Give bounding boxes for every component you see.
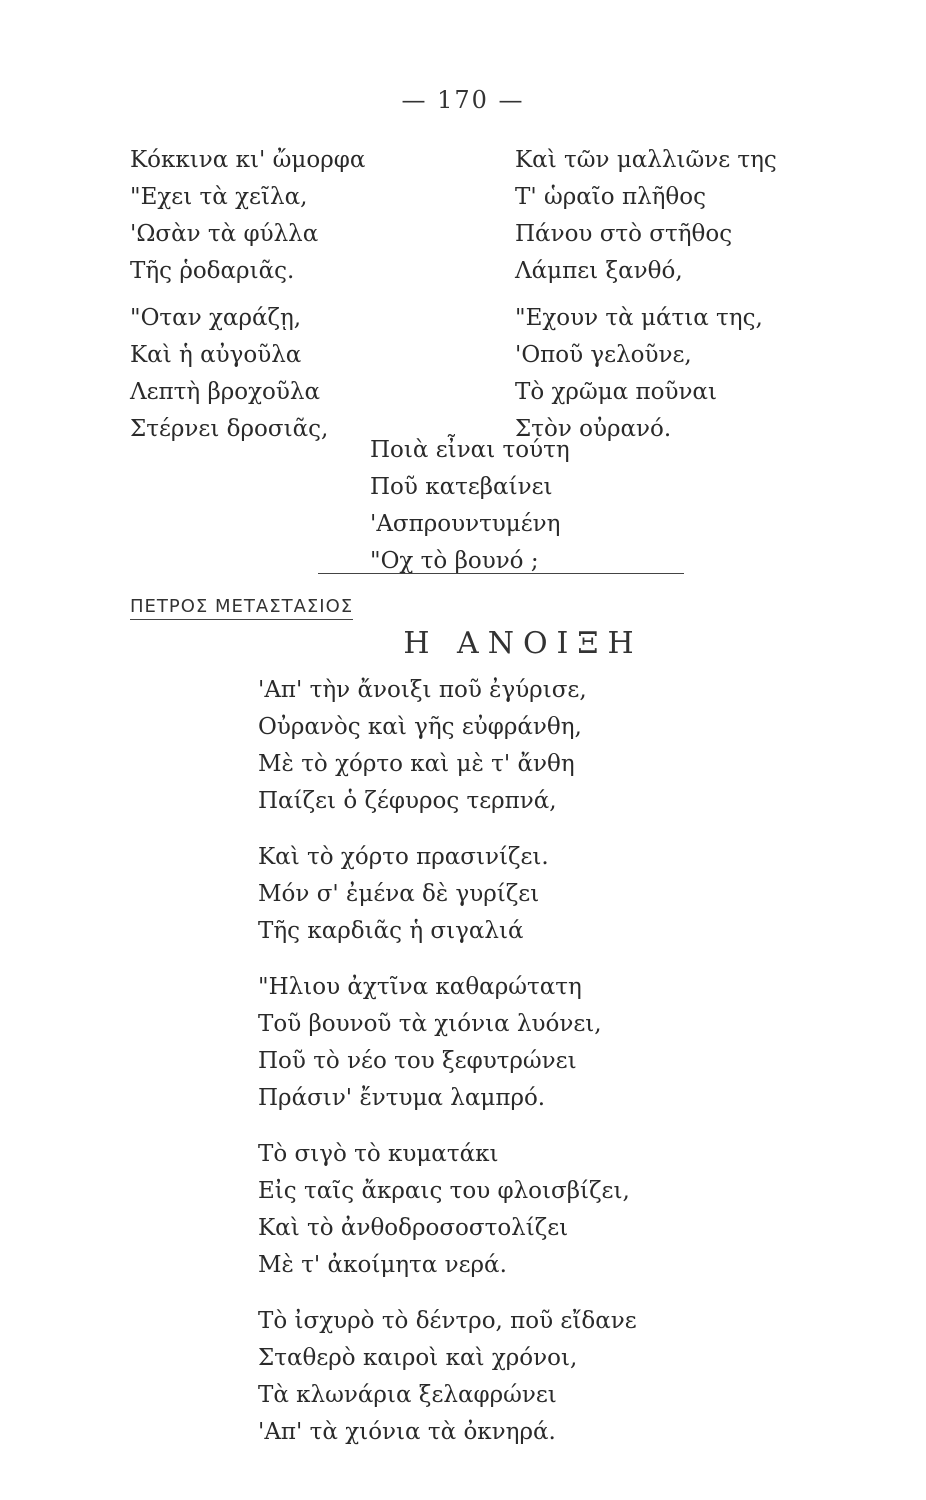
poem-stanza <box>258 672 637 820</box>
verse-line: Καὶ τῶν μαλλιῶνε της <box>515 147 777 173</box>
verse-line: Τῆς ῥοδαριᾶς. <box>130 258 295 284</box>
verse-line: "Εχουν τὰ μάτια της, <box>515 305 763 331</box>
top-poem-right-column <box>515 142 777 448</box>
verse-line: Στέρνει δροσιᾶς, <box>130 416 329 442</box>
verse-line: Μὲ τ' ἀκοίμητα νερά. <box>258 1252 507 1278</box>
verse-line: Πάνου στὸ στῆθος <box>515 221 733 247</box>
verse-line: "Οταν χαράζῃ, <box>130 305 302 331</box>
verse-line: 'Ωσὰν τὰ φύλλα <box>130 221 319 247</box>
verse-line: 'Απ' τὴν ἄνοιξι ποῦ ἐγύρισε, <box>258 677 587 703</box>
verse-line: Μόν σ' ἐμένα δὲ γυρίζει <box>258 881 540 907</box>
poem-stanza <box>258 969 637 1117</box>
stanza-gap <box>515 290 777 300</box>
section-divider-rule <box>318 573 684 574</box>
verse-line: Ποιὰ εἶναι τούτη <box>370 437 570 463</box>
verse-line: Καὶ ἡ αὐγοῦλα <box>130 342 302 368</box>
verse-line: Καὶ τὸ χόρτο πρασινίζει. <box>258 844 549 870</box>
poem-stanza <box>258 1136 637 1284</box>
verse-line: Λεπτὴ βροχοῦλα <box>130 379 320 405</box>
poem-stanza <box>258 1303 637 1451</box>
verse-line: Ποῦ τὸ νέο του ξεφυτρώνει <box>258 1048 577 1074</box>
verse-line: Τ' ὡραῖο πλῆθος <box>515 184 707 210</box>
verse-line: 'Απ' τὰ χιόνια τὰ ὀκνηρά. <box>258 1419 556 1445</box>
verse-line: Τὸ χρῶμα ποῦναι <box>515 379 717 405</box>
poem-stanza <box>258 839 637 950</box>
author-heading: ΠΕΤΡΟΣ ΜΕΤΑΣΤΑΣΙΟΣ <box>130 596 353 620</box>
poem-title: Η ΑΝΟΙΞΗ <box>403 626 643 661</box>
verse-line: Στὸν οὐρανό. <box>515 416 672 442</box>
verse-line: Τὸ σιγὸ τὸ κυματάκι <box>258 1141 499 1167</box>
verse-line: Μὲ τὸ χόρτο καὶ μὲ τ' ἄνθη <box>258 751 575 777</box>
verse-line: "Ηλιου ἀχτῖνα καθαρώτατη <box>258 974 582 1000</box>
verse-line: Πράσιν' ἔντυμα λαμπρό. <box>258 1085 546 1111</box>
page-number: — 170 — <box>401 86 525 114</box>
verse-line: Εἰς ταῖς ἄκραις του φλοισβίζει, <box>258 1178 630 1204</box>
verse-line: "Εχει τὰ χεῖλα, <box>130 184 308 210</box>
verse-line: Τῆς καρδιᾶς ἡ σιγαλιά <box>258 918 524 944</box>
verse-line: Σταθερὸ καιροὶ καὶ χρόνοι, <box>258 1345 578 1371</box>
verse-line: Τὸ ἰσχυρὸ τὸ δέντρο, ποῦ εἴδανε <box>258 1308 637 1334</box>
stanza-gap <box>130 290 365 300</box>
verse-line: Ποῦ κατεβαίνει <box>370 474 553 500</box>
top-poem-closing-stanza <box>370 432 570 580</box>
verse-line: "Οχ τὸ βουνό ; <box>370 548 539 574</box>
verse-line: 'Ασπρουντυμένη <box>370 511 561 537</box>
verse-line: Τοῦ βουνοῦ τὰ χιόνια λυόνει, <box>258 1011 602 1037</box>
verse-line: Κόκκινα κι' ὤμορφα <box>130 147 366 173</box>
verse-line: Καὶ τὸ ἀνθοδροσοστολίζει <box>258 1215 569 1241</box>
verse-line: Παίζει ὁ ζέφυρος τερπνά, <box>258 788 557 814</box>
poem-body <box>258 672 637 1470</box>
verse-line: Τὰ κλωνάρια ξελαφρώνει <box>258 1382 557 1408</box>
verse-line: 'Οποῦ γελοῦνε, <box>515 342 692 368</box>
verse-line: Οὐρανὸς καὶ γῆς εὐφράνθη, <box>258 714 582 740</box>
top-poem-left-column <box>130 142 365 448</box>
verse-line: Λάμπει ξανθό, <box>515 258 683 284</box>
